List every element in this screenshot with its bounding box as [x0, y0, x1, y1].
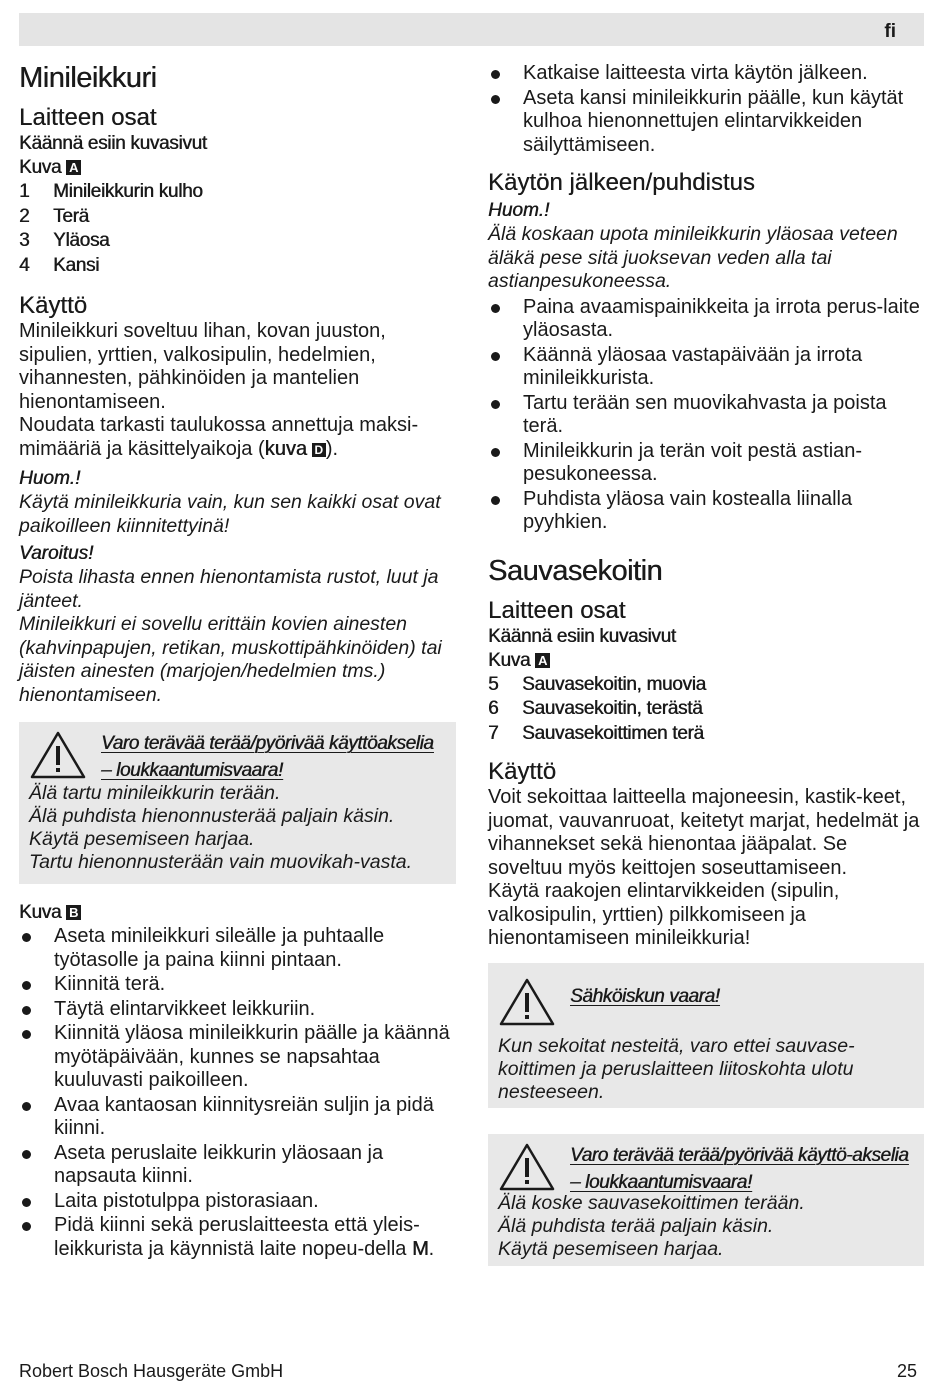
- assembly-steps-list: [19, 925, 456, 1261]
- caution-text-2: Minileikkuri ei sovellu erittäin kovien ainesten (kahvinpapujen, retikan, muskottipähkinöiden) tai jäisten ainesten (marjojen/hedelmien tms.) hienontamiseen.: [19, 613, 442, 706]
- parts-subheading: Käännä esiin kuvasivut: [19, 133, 207, 154]
- warning-box-blade: [488, 1134, 924, 1266]
- figure-reference: Kuva A: [488, 649, 924, 673]
- parts-subheading: Käännä esiin kuvasivut: [488, 625, 676, 647]
- warning-text: Kun sekoitat nesteitä, varo ettei sauvase-koittimen ja peruslaitteen liitoskohta ulotu nesteeseen.: [498, 1034, 855, 1103]
- caution-heading: Varoitus!: [19, 543, 94, 564]
- figure-letter-box: D: [312, 443, 326, 457]
- list-item: Käännä yläosaa vastapäivään ja irrota minileikkurista.: [488, 344, 924, 391]
- figure-letter-box: A: [66, 160, 81, 175]
- caution-text: Poista lihasta ennen hienontamista rustot, luut ja jänteet.: [19, 566, 439, 612]
- warning-triangle-icon: [29, 730, 87, 780]
- warning-line: Älä tartu minileikkurin terään.: [29, 782, 281, 804]
- warning-line: Käytä pesemiseen harjaa.: [498, 1237, 724, 1260]
- list-item: Kiinnitä yläosa minileikkurin päälle ja käännä myötäpäivään, kunnes se napsahtaa kuuluvasti paikoilleen.: [19, 1022, 456, 1093]
- use-paragraph: Voit sekoittaa laitteella majoneesin, kastik-keet, juomat, vauvanruoat, keitetyt marjat, hedelmät ja vihannekset sekä hienontaa jääpalat. Se soveltuu myös keittojen soseuttamiseen.: [488, 786, 920, 879]
- warning-box-electric: [488, 963, 924, 1108]
- figure-reference: [19, 156, 456, 180]
- warning-triangle-icon: [498, 977, 556, 1027]
- warning-line: Älä koske sauvasekoittimen terään.: [498, 1191, 805, 1214]
- section-title-minileikkuri: Minileikkuri: [19, 62, 157, 94]
- use-paragraph-2: Käytä raakojen elintarvikkeiden (sipulin, valkosipulin, yrttien) pilkkomiseen ja hienontamiseen minileikkuria!: [488, 880, 840, 949]
- footer-company: Robert Bosch Hausgeräte GmbH: [19, 1361, 284, 1381]
- after-use-steps-list: [488, 62, 924, 157]
- list-item: Laita pistotulppa pistorasiaan.: [19, 1190, 456, 1214]
- list-item: Katkaise laitteesta virta käytön jälkeen.: [488, 62, 924, 86]
- list-item: Paina avaamispainikkeita ja irrota perus-laite yläosasta.: [488, 296, 924, 343]
- warning-line: Älä puhdista hienonnusterää paljain käsin. Käytä pesemiseen harjaa.: [29, 805, 395, 850]
- warning-line: Älä puhdista terää paljain käsin.: [498, 1214, 774, 1237]
- part-item: 1 Minileikkurin kulho: [19, 181, 203, 202]
- note-text: Käytä minileikkuria vain, kun sen kaikki osat ovat paikoilleen kiinnitettyinä!: [19, 491, 441, 537]
- language-code: fi: [884, 21, 896, 42]
- figure-reference-b: Kuva B: [19, 901, 456, 925]
- list-item: Aseta minileikkuri sileälle ja puhtaalle työtasolle ja paina kiinni pintaan.: [19, 925, 456, 972]
- list-item: Aseta peruslaite leikkurin yläosaan ja napsauta kiinni.: [19, 1142, 456, 1189]
- use-paragraph: Minileikkuri soveltuu lihan, kovan juuston, sipulien, yrttien, valkosipulin, hedelmien, vihannesten, pähkinöiden ja mantelien hienontamiseen.: [19, 320, 386, 413]
- part-item: 6 Sauvasekoitin, terästä: [488, 698, 703, 719]
- warning-box-blade: [19, 722, 456, 884]
- list-item: Aseta kansi minileikkurin päälle, kun käytät kulhoa hienonnettujen elintarvikkeiden säilyttämiseen.: [488, 87, 924, 158]
- use-heading: Käyttö: [488, 758, 557, 785]
- part-item: 3 Yläosa: [19, 230, 110, 251]
- section-title-sauvasekoitin: Sauvasekoitin: [488, 554, 663, 587]
- list-item: Tartu terään sen muovikahvasta ja poista terä.: [488, 392, 924, 439]
- part-item: 7 Sauvasekoittimen terä: [488, 722, 704, 744]
- warning-title: Sähköiskun vaara!: [570, 985, 720, 1007]
- note-heading: Huom.!: [488, 200, 550, 221]
- parts-heading: Laitteen osat: [19, 104, 157, 131]
- header-bar: [19, 13, 924, 46]
- warning-title: Varo terävää terää/pyörivää käyttöakselia – loukkaantumisvaara!: [101, 733, 434, 781]
- list-item: Minileikkurin ja terän voit pestä astian-pesukoneessa.: [488, 440, 924, 487]
- warning-title: Varo terävää terää/pyörivää käyttö-akselia – loukkaantumisvaara!: [570, 1144, 909, 1193]
- left-column: [19, 56, 456, 1262]
- cleaning-steps-list: [488, 296, 924, 535]
- page-number: 25: [896, 1361, 917, 1381]
- parts-list: [488, 673, 924, 747]
- part-item: 4 Kansi: [19, 254, 100, 276]
- list-item: Puhdista yläosa vain kostealla liinalla pyyhkien.: [488, 488, 924, 535]
- figure-letter-box: A: [535, 653, 550, 668]
- cleaning-heading: Käytön jälkeen/puhdistus: [488, 169, 755, 196]
- warning-line: Tartu hienonnusterään vain muovikah-vasta.: [29, 851, 413, 873]
- list-item: Pidä kiinni sekä peruslaitteesta että yleis-leikkurista ja käynnistä laite nopeu-della M.: [19, 1214, 456, 1261]
- list-item: Täytä elintarvikkeet leikkuriin.: [19, 998, 456, 1022]
- note-heading: Huom.!: [19, 468, 81, 489]
- use-heading: Käyttö: [19, 292, 88, 319]
- parts-heading: Laitteen osat: [488, 596, 626, 624]
- part-item: 2 Terä: [19, 205, 89, 227]
- part-item: 5 Sauvasekoitin, muovia: [488, 673, 706, 695]
- figure-label: Kuva: [19, 157, 62, 178]
- use-paragraph-2: Noudata tarkasti taulukossa annettuja maksi-mimääriä ja käsittelyaikoja (kuva D ).: [19, 414, 419, 460]
- list-item: Kiinnitä terä.: [19, 973, 456, 997]
- figure-letter-box: B: [66, 905, 81, 920]
- warning-triangle-icon: [498, 1142, 556, 1192]
- note-text: Älä koskaan upota minileikkurin yläosaa veteen äläkä pese sitä juoksevan veden alla tai astianpesukoneessa.: [488, 223, 898, 292]
- parts-list: [19, 180, 456, 278]
- right-column: [488, 62, 924, 1266]
- list-item: Avaa kantaosan kiinnitysreiän suljin ja pidä kiinni.: [19, 1094, 456, 1141]
